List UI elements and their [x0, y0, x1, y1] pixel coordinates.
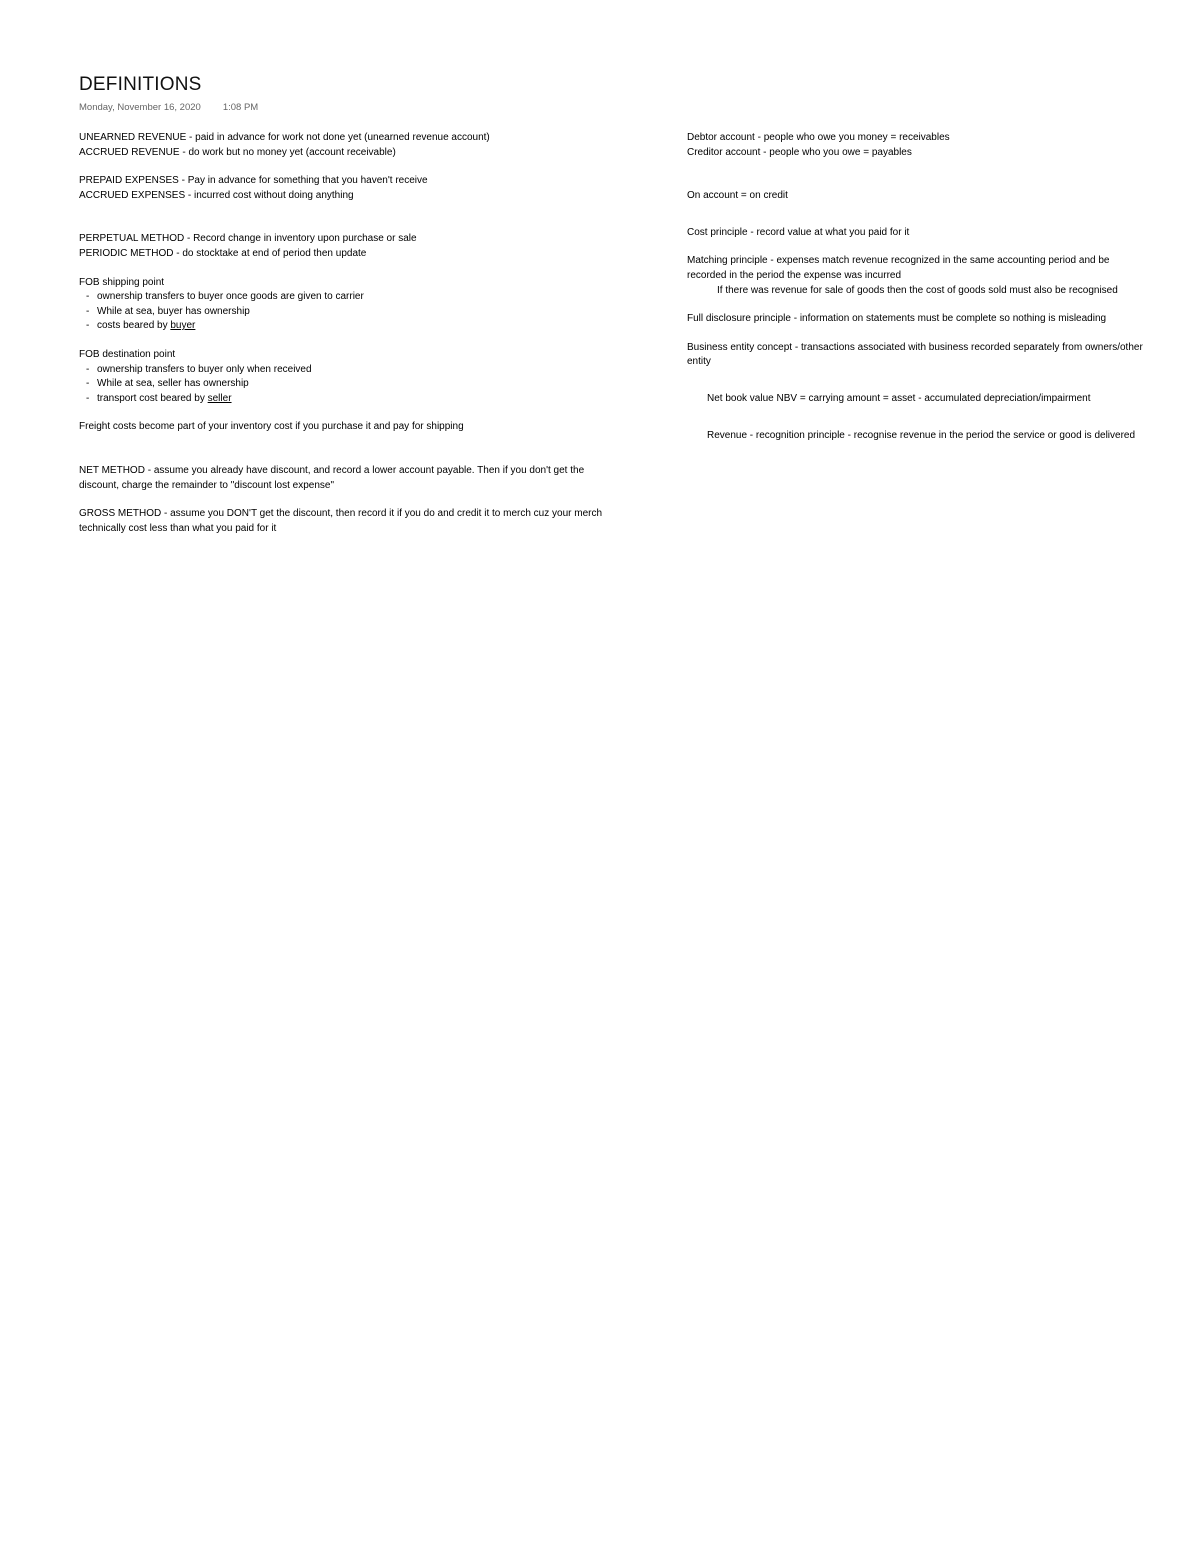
matching-principle-line-1: Matching principle - expenses match revenue recognized in the same accounting period and be [687, 255, 1110, 267]
accrued-revenue-definition: ACCRUED REVENUE - do work but no money yet (account receivable) [79, 146, 396, 158]
fob-destination-heading: FOB destination point [79, 348, 176, 360]
freight-costs-note: Freight costs become part of your inventory cost if you purchase it and pay for shipping [79, 421, 464, 433]
list-item: - ownership transfers to buyer once goods are given to carrier [97, 290, 659, 305]
matching-principle-line-2: recorded in the period the expense was incurred [687, 269, 902, 281]
on-account-definition: On account = on credit [687, 190, 788, 202]
net-method-definition-line-2: discount, charge the remainder to "discount lost expense" [79, 479, 335, 491]
business-entity-line-1: Business entity concept - transactions associated with business recorded separately from owners/other [687, 341, 1143, 353]
page-title: DEFINITIONS [79, 74, 202, 95]
cost-principle-definition: Cost principle - record value at what you paid for it [687, 226, 910, 238]
note-date: Monday, November 16, 2020 [79, 102, 201, 113]
prepaid-expenses-definition: PREPAID EXPENSES - Pay in advance for something that you haven't receive [79, 175, 428, 187]
fob-shipping-heading: FOB shipping point [79, 276, 165, 288]
list-item: - ownership transfers to buyer only when received [97, 363, 659, 378]
right-column [687, 131, 1197, 443]
costs-prefix: costs beared by [97, 320, 171, 332]
list-item: - While at sea, buyer has ownership [97, 305, 659, 320]
business-entity-line-2: entity [687, 356, 711, 368]
fob-shipping-list [79, 290, 659, 334]
net-book-value-definition: Net book value NBV = carrying amount = asset - accumulated depreciation/impairment [707, 392, 1091, 404]
unearned-revenue-definition: UNEARNED REVENUE - paid in advance for work not done yet (unearned revenue account) [79, 132, 490, 143]
list-item: - While at sea, seller has ownership [97, 377, 659, 392]
debtor-account-definition: Debtor account - people who owe you money = receivables [687, 132, 950, 143]
matching-principle-line-3: If there was revenue for sale of goods then the cost of goods sold must also be recognised [717, 284, 1118, 296]
accrued-expenses-definition: ACCRUED EXPENSES - incurred cost without doing anything [79, 189, 354, 201]
costs-prefix: transport cost beared by [97, 392, 208, 404]
left-column [79, 131, 659, 536]
cost-party-underlined: seller [207, 392, 232, 404]
note-timestamp [79, 102, 258, 113]
revenue-recognition-definition: Revenue - recognition principle - recognise revenue in the period the service or good is delivered [707, 429, 1136, 441]
creditor-account-definition: Creditor account - people who you owe = payables [687, 146, 912, 158]
cost-party-underlined: buyer [170, 320, 196, 332]
gross-method-definition-line-1: GROSS METHOD - assume you DON'T get the discount, then record it if you do and credit it to merch cuz your merch [79, 508, 603, 520]
perpetual-method-definition: PERPETUAL METHOD - Record change in inventory upon purchase or sale [79, 233, 417, 245]
net-method-definition-line-1: NET METHOD - assume you already have discount, and record a lower account payable. Then if you don't get the [79, 464, 585, 476]
fob-destination-list [79, 363, 659, 407]
periodic-method-definition: PERIODIC METHOD - do stocktake at end of period then update [79, 247, 367, 259]
full-disclosure-definition: Full disclosure principle - information on statements must be complete so nothing is misleading [687, 313, 1107, 325]
gross-method-definition-line-2: technically cost less than what you paid for it [79, 522, 277, 534]
note-time: 1:08 PM [222, 102, 259, 113]
list-item [97, 392, 659, 407]
list-item [97, 319, 659, 334]
